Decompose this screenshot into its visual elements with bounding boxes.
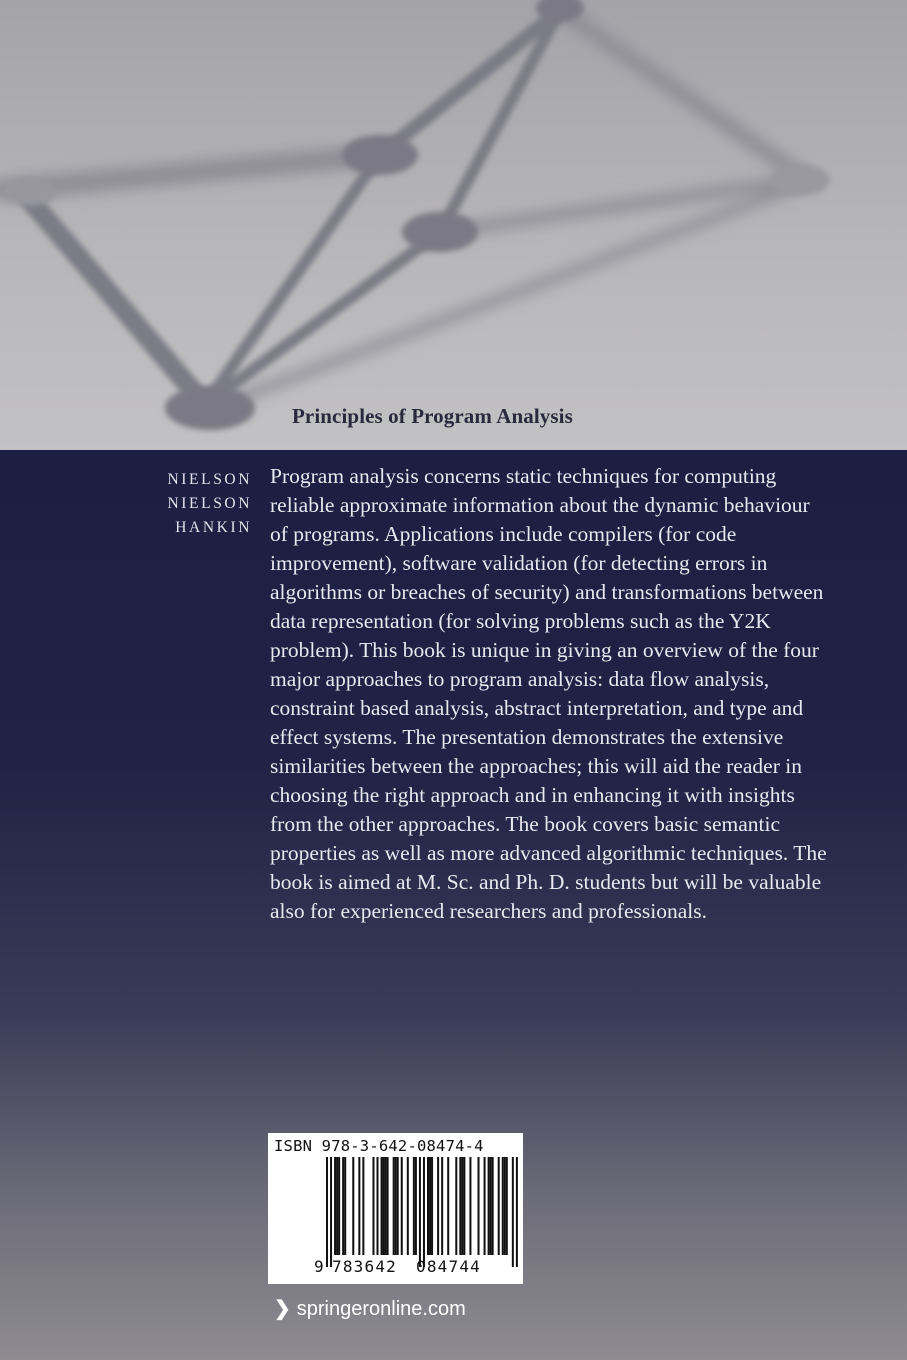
- barcode-bar: [381, 1157, 383, 1255]
- book-description: Program analysis concerns static techniques for computing reliable approximate information about the dynamic behaviour of programs. Applications include compilers (for code improvement), software validation (for detecting errors in algorithms or breaches of security) and transformations between data representation (for solving problems such as the Y2K problem). This book is unique in giving an overview of the four major approaches to program analysis: data flow analysis, constraint based analysis, abstract interpretation, and type and effect systems. The presentation demonstrates the extensive similarities between the approaches; this will aid the reader in choosing the right approach and in enhancing it with insights from the other approaches. The book covers basic semantic properties as well as more advanced algorithmic techniques. The book is aimed at M. Sc. and Ph. D. students but will be valuable also for experienced researchers and professionals.: [270, 464, 827, 923]
- author-list: [168, 468, 253, 540]
- barcode-bar: [502, 1157, 504, 1255]
- barcode-bar: [437, 1157, 439, 1255]
- barcode-bar: [455, 1157, 457, 1255]
- barcode-digits-right: 084744: [416, 1257, 481, 1276]
- barcode-bar: [407, 1157, 409, 1255]
- barcode-bar: [413, 1157, 415, 1255]
- barcode-bar: [498, 1157, 500, 1255]
- author-name: NIELSON: [167, 495, 252, 512]
- lattice-illustration: [0, 0, 907, 450]
- barcode-bar: [423, 1157, 425, 1267]
- barcode-bar: [492, 1157, 494, 1255]
- barcode-bar: [385, 1157, 387, 1255]
- barcode-bar: [383, 1157, 385, 1255]
- isbn-barcode: [268, 1133, 523, 1284]
- chevron-right-icon: ❯: [274, 1298, 291, 1320]
- barcode-bar: [441, 1157, 443, 1255]
- barcode-bar: [330, 1157, 332, 1267]
- barcode-bar: [362, 1157, 364, 1255]
- barcode-bar: [431, 1157, 433, 1255]
- barcode-bar: [447, 1157, 449, 1255]
- barcode-bar: [490, 1157, 492, 1255]
- barcode-bar: [372, 1157, 374, 1255]
- barcode-bar: [377, 1157, 379, 1255]
- barcode-bar: [516, 1157, 518, 1267]
- barcode-bar: [326, 1157, 328, 1267]
- barcode-bar: [459, 1157, 461, 1255]
- barcode-bar: [358, 1157, 360, 1255]
- barcode-bar: [419, 1157, 421, 1267]
- barcode-bar: [484, 1157, 486, 1255]
- barcode-bar: [352, 1157, 354, 1255]
- barcode-bar: [461, 1157, 463, 1255]
- publisher-website[interactable]: [274, 1296, 466, 1321]
- barcode-bar: [488, 1157, 490, 1255]
- barcode-bar: [415, 1157, 417, 1255]
- barcode-bar: [342, 1157, 344, 1255]
- barcode-bar: [469, 1157, 471, 1255]
- barcode-bar: [478, 1157, 480, 1255]
- book-title: Principles of Program Analysis: [292, 404, 573, 428]
- barcode-bar: [429, 1157, 431, 1255]
- barcode-bar: [512, 1157, 514, 1267]
- author-name: NIELSON: [167, 471, 252, 488]
- author-name: HANKIN: [175, 519, 252, 536]
- barcode-bar: [463, 1157, 465, 1255]
- barcode-bar: [427, 1157, 429, 1255]
- barcode-bar: [393, 1157, 395, 1255]
- barcode-bar: [387, 1157, 389, 1255]
- barcode-bar: [334, 1157, 336, 1255]
- barcode-bar: [338, 1157, 340, 1255]
- barcode-bar: [401, 1157, 403, 1255]
- barcode-bar: [506, 1157, 508, 1255]
- barcode-bar: [344, 1157, 346, 1255]
- barcode-bar: [397, 1157, 399, 1255]
- barcode-digit-first: 9: [314, 1257, 325, 1276]
- cover-top-panel: [0, 0, 907, 450]
- cover-bottom-panel: [0, 450, 907, 1360]
- barcode-bar: [395, 1157, 397, 1255]
- website-link[interactable]: springeronline.com: [296, 1298, 466, 1320]
- barcode-bar: [504, 1157, 506, 1255]
- barcode-bar: [336, 1157, 338, 1255]
- barcode-digits: [268, 1257, 523, 1281]
- isbn-label: ISBN 978-3-642-08474-4: [274, 1137, 484, 1155]
- barcode-digits-left: 783642: [332, 1257, 397, 1276]
